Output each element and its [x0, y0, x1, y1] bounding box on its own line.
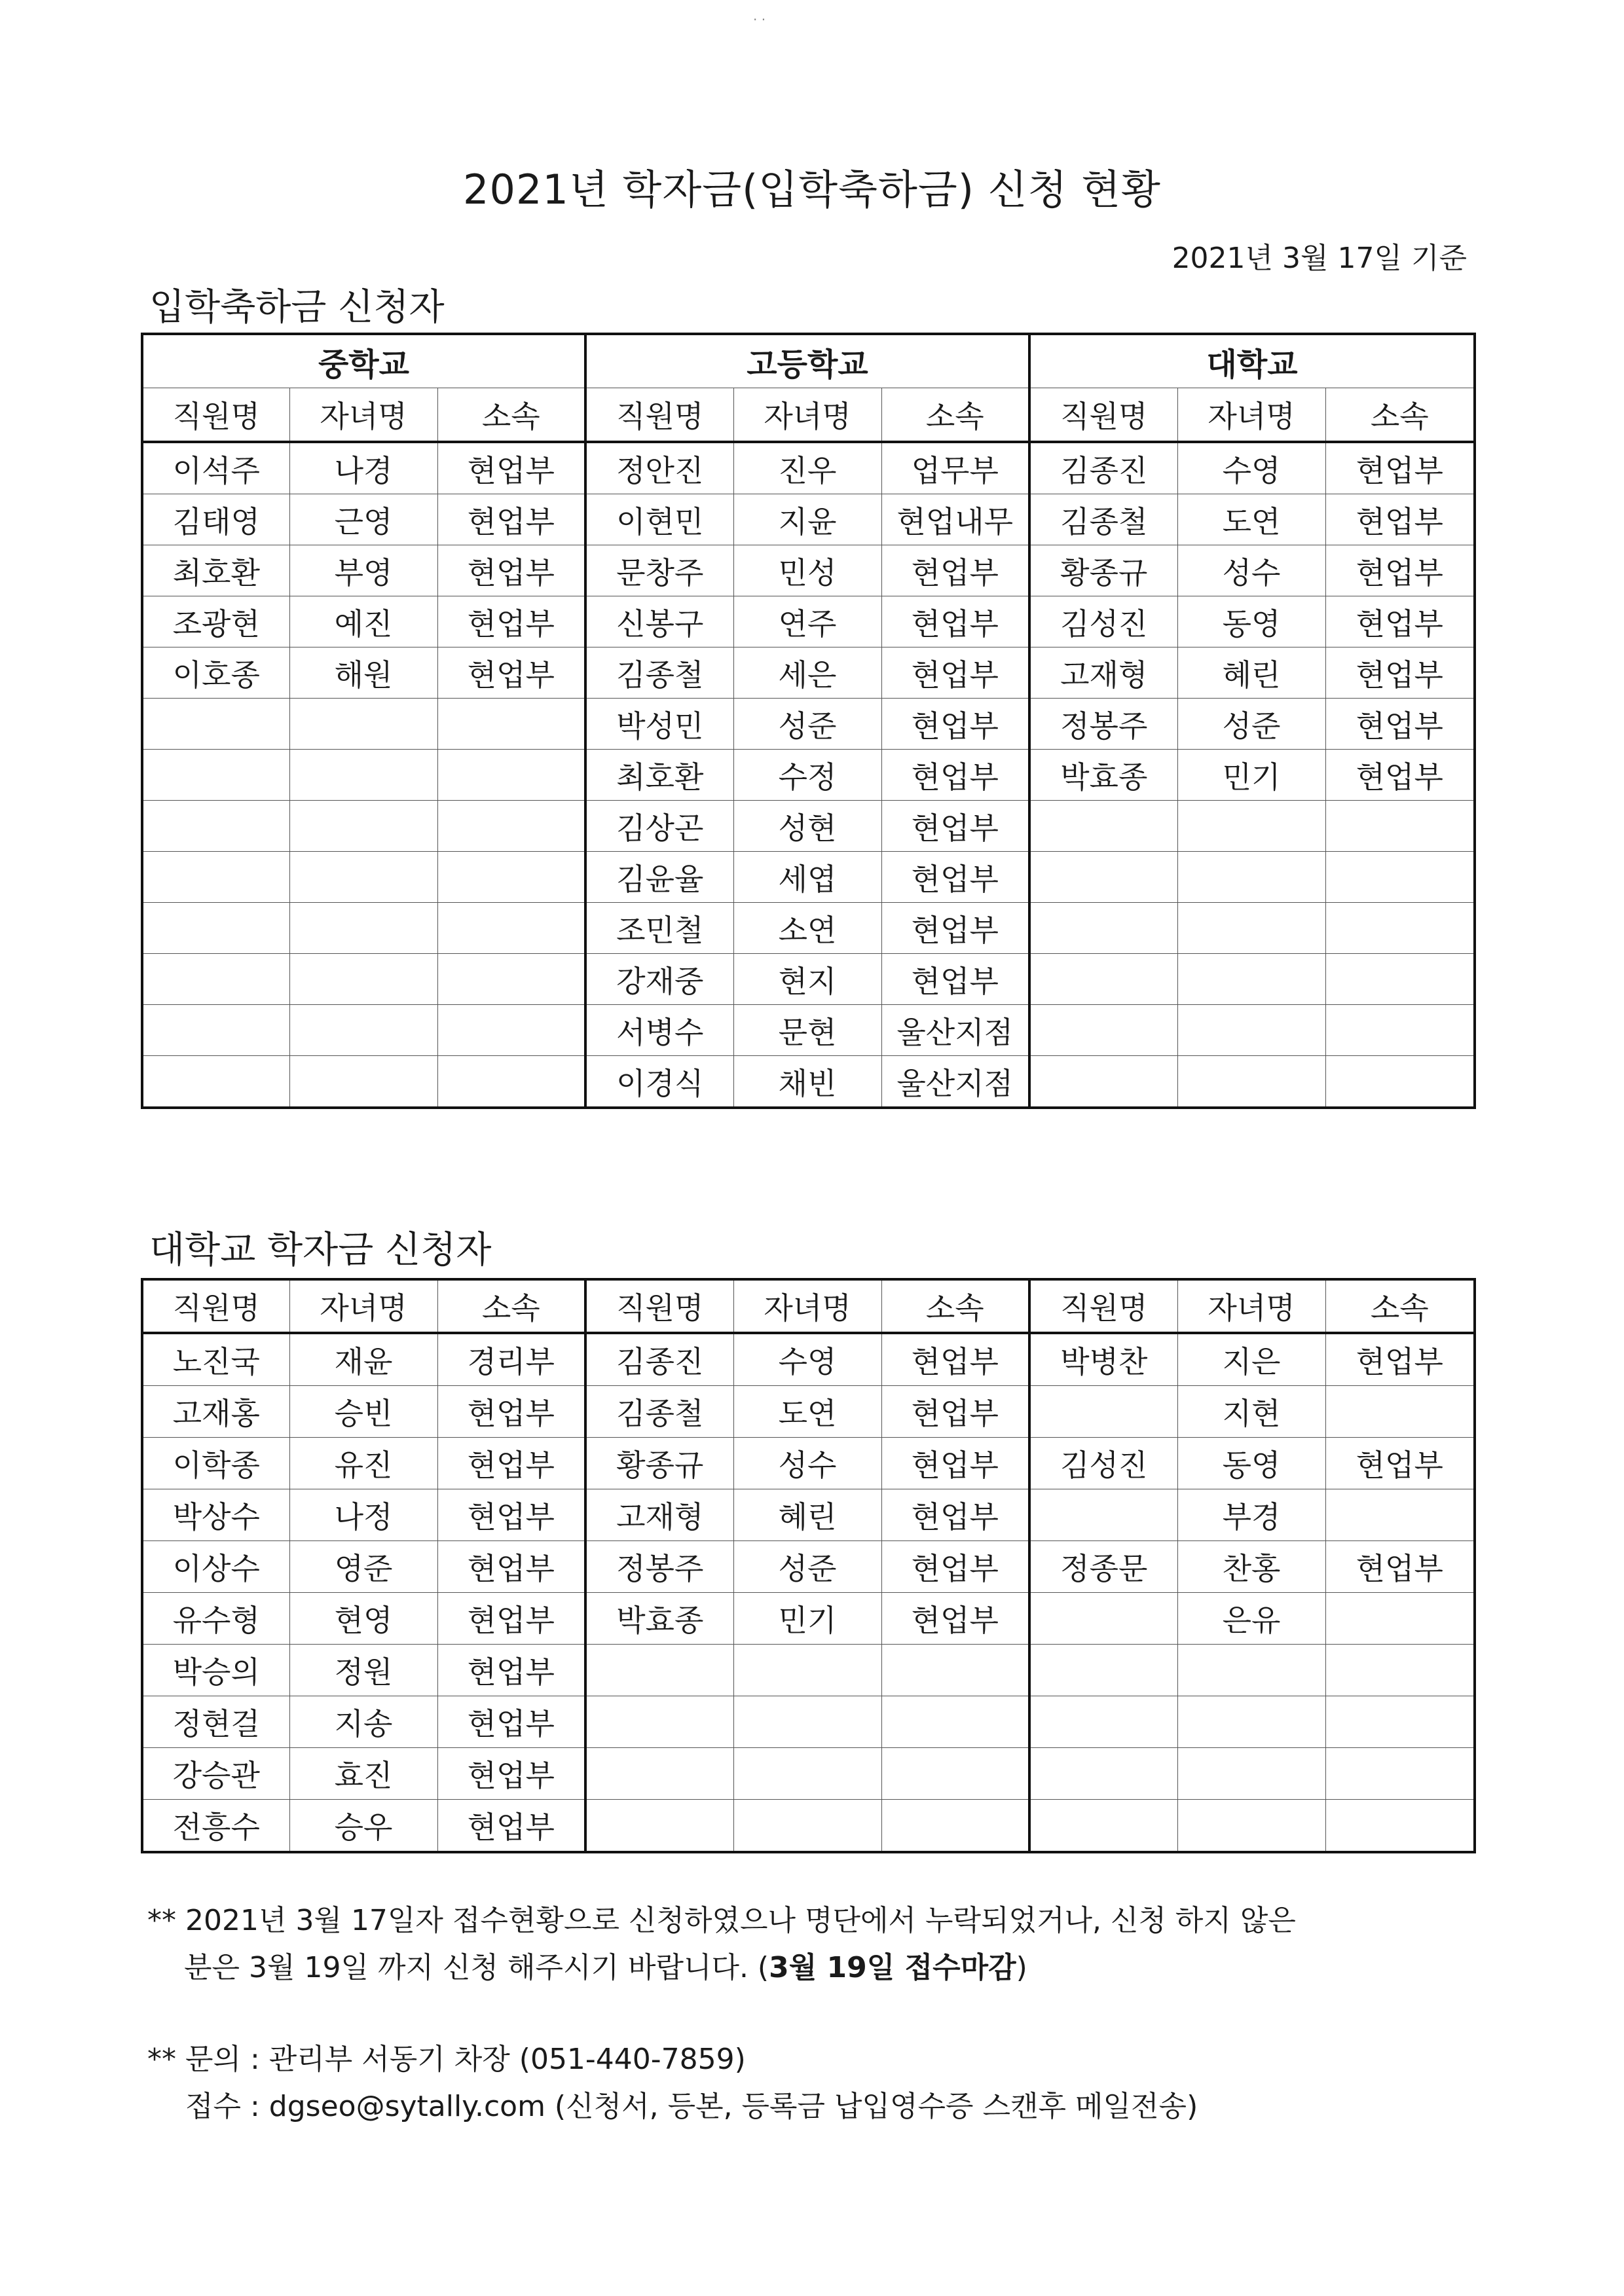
- employee-name-cell: [142, 852, 289, 903]
- department-cell: [1325, 1386, 1475, 1438]
- child-name-cell: 현영: [289, 1593, 437, 1645]
- table-row: [142, 1438, 1475, 1489]
- department-cell: 현업부: [437, 1541, 585, 1593]
- department-cell: 현업부: [437, 494, 585, 545]
- employee-name-cell: 이석주: [142, 442, 289, 494]
- child-name-header: 자녀명: [1177, 1279, 1325, 1333]
- department-cell: 현업부: [1325, 494, 1475, 545]
- department-cell: 현업부: [437, 596, 585, 647]
- child-name-cell: [289, 903, 437, 954]
- child-name-cell: 은유: [1177, 1593, 1325, 1645]
- table-row: [142, 596, 1475, 647]
- child-name-cell: 부영: [289, 545, 437, 596]
- employee-name-cell: 박승의: [142, 1645, 289, 1696]
- contact-note: [147, 2036, 1198, 2130]
- child-name-cell: 현지: [733, 954, 881, 1005]
- department-cell: [437, 1056, 585, 1108]
- child-name-cell: 예진: [289, 596, 437, 647]
- submit-line: 접수 : dgseo@sytally.com (신청서, 등본, 등록금 납입영수증 스캔후 메일전송): [185, 2090, 1198, 2123]
- employee-name-cell: [1029, 1696, 1177, 1748]
- department-cell: 현업부: [437, 442, 585, 494]
- deadline-note-line1: ** 2021년 3월 17일자 접수현황으로 신청하였으나 명단에서 누락되었거나, 신청 하지 않은: [147, 1904, 1296, 1937]
- employee-name-cell: [1029, 1386, 1177, 1438]
- employee-name-cell: [1029, 852, 1177, 903]
- child-name-cell: 효진: [289, 1748, 437, 1800]
- employee-name-cell: 유수형: [142, 1593, 289, 1645]
- employee-name-cell: 김상곤: [585, 801, 733, 852]
- department-cell: 현업부: [881, 1489, 1029, 1541]
- child-name-cell: 유진: [289, 1438, 437, 1489]
- table-row: [142, 1748, 1475, 1800]
- employee-name-cell: 황종규: [585, 1438, 733, 1489]
- employee-name-cell: 고재형: [585, 1489, 733, 1541]
- department-header: 소속: [437, 388, 585, 443]
- deadline-note: [147, 1897, 1296, 1992]
- child-name-cell: [289, 852, 437, 903]
- child-name-cell: 민기: [1177, 750, 1325, 801]
- child-name-cell: [289, 801, 437, 852]
- employee-name-cell: 최호환: [142, 545, 289, 596]
- department-cell: 현업부: [437, 1800, 585, 1853]
- employee-name-cell: 김종진: [1029, 442, 1177, 494]
- department-cell: 현업부: [881, 750, 1029, 801]
- table-row: [142, 801, 1475, 852]
- department-cell: 현업부: [881, 596, 1029, 647]
- department-header: 소속: [437, 1279, 585, 1333]
- department-cell: 현업부: [881, 1386, 1029, 1438]
- scan-speck: · ·: [753, 12, 766, 27]
- child-name-cell: [289, 1056, 437, 1108]
- child-name-cell: [733, 1800, 881, 1853]
- child-name-cell: 재윤: [289, 1333, 437, 1386]
- department-header: 소속: [1325, 388, 1475, 443]
- employee-name-cell: [1029, 801, 1177, 852]
- child-name-cell: 혜린: [733, 1489, 881, 1541]
- department-header: 소속: [881, 388, 1029, 443]
- table-row: [142, 1696, 1475, 1748]
- department-cell: [881, 1748, 1029, 1800]
- child-name-cell: 정원: [289, 1645, 437, 1696]
- department-cell: 현업부: [881, 1593, 1029, 1645]
- department-header: 소속: [1325, 1279, 1475, 1333]
- child-name-cell: [289, 954, 437, 1005]
- table-row: [142, 545, 1475, 596]
- department-cell: [1325, 954, 1475, 1005]
- employee-name-cell: [1029, 903, 1177, 954]
- table-row: [142, 1005, 1475, 1056]
- employee-name-cell: [142, 1005, 289, 1056]
- department-cell: 현업부: [437, 1748, 585, 1800]
- department-cell: 현업부: [1325, 1333, 1475, 1386]
- page-title: 2021년 학자금(입학축하금) 신청 현황: [463, 166, 1161, 213]
- employee-name-cell: 정현걸: [142, 1696, 289, 1748]
- child-name-cell: 성준: [733, 1541, 881, 1593]
- department-cell: 현업부: [881, 903, 1029, 954]
- employee-name-cell: 김성진: [1029, 1438, 1177, 1489]
- department-cell: 현업부: [881, 954, 1029, 1005]
- department-cell: 현업부: [881, 1333, 1029, 1386]
- employee-name-cell: 김종철: [1029, 494, 1177, 545]
- department-cell: 현업내무: [881, 494, 1029, 545]
- child-name-cell: 세은: [733, 647, 881, 699]
- employee-name-cell: 이현민: [585, 494, 733, 545]
- department-cell: 현업부: [437, 1645, 585, 1696]
- employee-name-cell: 조광현: [142, 596, 289, 647]
- department-cell: [437, 1005, 585, 1056]
- deadline-note-close: ): [1016, 1951, 1027, 1984]
- employee-name-cell: 고재홍: [142, 1386, 289, 1438]
- table-row: [142, 750, 1475, 801]
- employee-name-cell: 박병찬: [1029, 1333, 1177, 1386]
- child-name-cell: [289, 699, 437, 750]
- table-row: [142, 1386, 1475, 1438]
- table-row: [142, 1593, 1475, 1645]
- employee-name-cell: 정안진: [585, 442, 733, 494]
- employee-name-cell: 정봉주: [1029, 699, 1177, 750]
- table-row: [142, 647, 1475, 699]
- department-cell: 현업부: [881, 1438, 1029, 1489]
- child-name-cell: 진우: [733, 442, 881, 494]
- child-name-cell: 수영: [733, 1333, 881, 1386]
- employee-name-cell: [585, 1748, 733, 1800]
- child-name-cell: 도연: [1177, 494, 1325, 545]
- employee-name-cell: 박효종: [1029, 750, 1177, 801]
- department-cell: [1325, 1696, 1475, 1748]
- child-name-header: 자녀명: [1177, 388, 1325, 443]
- department-cell: 현업부: [437, 1386, 585, 1438]
- child-name-cell: [1177, 1645, 1325, 1696]
- deadline-note-line2: [147, 1944, 1296, 1992]
- child-name-cell: 수영: [1177, 442, 1325, 494]
- child-name-header: 자녀명: [733, 388, 881, 443]
- department-cell: [1325, 1056, 1475, 1108]
- child-name-cell: 찬홍: [1177, 1541, 1325, 1593]
- employee-name-cell: 박상수: [142, 1489, 289, 1541]
- department-cell: 현업부: [1325, 1438, 1475, 1489]
- child-name-cell: 성수: [1177, 545, 1325, 596]
- employee-name-cell: [142, 750, 289, 801]
- employee-name-cell: 김종철: [585, 647, 733, 699]
- employee-name-cell: 김태영: [142, 494, 289, 545]
- table-row: [142, 494, 1475, 545]
- employee-name-cell: 전흥수: [142, 1800, 289, 1853]
- department-cell: [437, 801, 585, 852]
- employee-name-cell: [1029, 1489, 1177, 1541]
- department-cell: 현업부: [881, 647, 1029, 699]
- department-cell: 현업부: [1325, 647, 1475, 699]
- department-cell: [437, 852, 585, 903]
- department-cell: 경리부: [437, 1333, 585, 1386]
- department-cell: [437, 750, 585, 801]
- department-cell: 현업부: [1325, 1541, 1475, 1593]
- employee-name-cell: [142, 1056, 289, 1108]
- employee-name-cell: 이경식: [585, 1056, 733, 1108]
- department-header: 소속: [881, 1279, 1029, 1333]
- department-cell: [1325, 1800, 1475, 1853]
- child-name-cell: 해원: [289, 647, 437, 699]
- child-name-cell: 근영: [289, 494, 437, 545]
- department-cell: [1325, 1489, 1475, 1541]
- employee-name-cell: [1029, 1005, 1177, 1056]
- child-name-cell: 나정: [289, 1489, 437, 1541]
- child-name-cell: 성현: [733, 801, 881, 852]
- department-cell: [881, 1800, 1029, 1853]
- child-name-cell: 문현: [733, 1005, 881, 1056]
- table-row: [142, 903, 1475, 954]
- university-tuition-table: [141, 1278, 1476, 1853]
- employee-name-cell: 문창주: [585, 545, 733, 596]
- employee-name-header: 직원명: [1029, 388, 1177, 443]
- employee-name-cell: 노진국: [142, 1333, 289, 1386]
- department-cell: 현업부: [437, 1489, 585, 1541]
- child-name-cell: [1177, 1748, 1325, 1800]
- employee-name-cell: 이상수: [142, 1541, 289, 1593]
- department-cell: [1325, 801, 1475, 852]
- child-name-cell: 성준: [1177, 699, 1325, 750]
- employee-name-header: 직원명: [142, 1279, 289, 1333]
- table-row: [142, 699, 1475, 750]
- employee-name-cell: 신봉구: [585, 596, 733, 647]
- child-name-cell: [733, 1696, 881, 1748]
- department-cell: 현업부: [881, 699, 1029, 750]
- department-cell: [881, 1696, 1029, 1748]
- table-row: [142, 1645, 1475, 1696]
- department-cell: 현업부: [1325, 442, 1475, 494]
- department-cell: 현업부: [437, 647, 585, 699]
- department-cell: 울산지점: [881, 1056, 1029, 1108]
- child-name-cell: [1177, 954, 1325, 1005]
- employee-name-cell: 최호환: [585, 750, 733, 801]
- department-cell: 현업부: [437, 1438, 585, 1489]
- table-row: [142, 1056, 1475, 1108]
- employee-name-cell: [1029, 1645, 1177, 1696]
- section-title-university-tuition: 대학교 학자금 신청자: [149, 1229, 492, 1271]
- child-name-cell: 영준: [289, 1541, 437, 1593]
- as-of-date: 2021년 3월 17일 기준: [1172, 242, 1467, 275]
- department-cell: 현업부: [881, 545, 1029, 596]
- child-name-cell: 성준: [733, 699, 881, 750]
- group-header-university: 대학교: [1029, 334, 1475, 388]
- deadline-note-bold: 3월 19일 접수마감: [769, 1951, 1016, 1984]
- department-cell: 현업부: [1325, 699, 1475, 750]
- employee-name-cell: 김윤율: [585, 852, 733, 903]
- child-name-cell: [1177, 1696, 1325, 1748]
- department-cell: [437, 699, 585, 750]
- child-name-cell: 민기: [733, 1593, 881, 1645]
- department-cell: [1325, 903, 1475, 954]
- employee-name-header: 직원명: [585, 1279, 733, 1333]
- contact-line: ** 문의 : 관리부 서동기 차장 (051-440-7859): [147, 2043, 746, 2076]
- child-name-cell: [733, 1748, 881, 1800]
- table-row: [142, 1333, 1475, 1386]
- department-cell: 울산지점: [881, 1005, 1029, 1056]
- department-cell: 현업부: [881, 852, 1029, 903]
- department-cell: [1325, 1593, 1475, 1645]
- employee-name-cell: 황종규: [1029, 545, 1177, 596]
- department-cell: [1325, 1645, 1475, 1696]
- employee-name-cell: 김종철: [585, 1386, 733, 1438]
- child-name-cell: 연주: [733, 596, 881, 647]
- child-name-cell: 부경: [1177, 1489, 1325, 1541]
- department-cell: 업무부: [881, 442, 1029, 494]
- group-header-high-school: 고등학교: [585, 334, 1029, 388]
- employee-name-cell: 조민철: [585, 903, 733, 954]
- employee-name-cell: 이호종: [142, 647, 289, 699]
- child-name-cell: 동영: [1177, 596, 1325, 647]
- entrance-gift-table: [141, 333, 1476, 1109]
- child-name-cell: [289, 750, 437, 801]
- employee-name-cell: [1029, 954, 1177, 1005]
- child-name-cell: 세엽: [733, 852, 881, 903]
- department-cell: 현업부: [437, 545, 585, 596]
- table-row: [142, 954, 1475, 1005]
- child-name-cell: [1177, 852, 1325, 903]
- employee-name-header: 직원명: [585, 388, 733, 443]
- table-row: [142, 1800, 1475, 1853]
- child-name-header: 자녀명: [733, 1279, 881, 1333]
- child-name-cell: 민성: [733, 545, 881, 596]
- department-cell: [1325, 1748, 1475, 1800]
- employee-name-cell: 김종진: [585, 1333, 733, 1386]
- child-name-cell: [1177, 1005, 1325, 1056]
- child-name-cell: [1177, 1800, 1325, 1853]
- employee-name-cell: [142, 699, 289, 750]
- child-name-cell: 지윤: [733, 494, 881, 545]
- child-name-cell: 동영: [1177, 1438, 1325, 1489]
- child-name-cell: 지은: [1177, 1333, 1325, 1386]
- department-cell: 현업부: [1325, 596, 1475, 647]
- child-name-cell: 지현: [1177, 1386, 1325, 1438]
- department-cell: [437, 903, 585, 954]
- employee-name-cell: 김성진: [1029, 596, 1177, 647]
- group-header-middle-school: 중학교: [142, 334, 585, 388]
- employee-name-cell: [1029, 1593, 1177, 1645]
- child-name-cell: [1177, 1056, 1325, 1108]
- department-cell: 현업부: [437, 1696, 585, 1748]
- department-cell: 현업부: [1325, 750, 1475, 801]
- table-row: [142, 442, 1475, 494]
- employee-name-cell: [142, 801, 289, 852]
- department-cell: [1325, 1005, 1475, 1056]
- employee-name-cell: [1029, 1800, 1177, 1853]
- employee-name-cell: [585, 1800, 733, 1853]
- employee-name-cell: 박효종: [585, 1593, 733, 1645]
- child-name-cell: 혜린: [1177, 647, 1325, 699]
- employee-name-cell: 정종문: [1029, 1541, 1177, 1593]
- section-title-entrance-gift: 입학축하금 신청자: [149, 286, 445, 329]
- employee-name-header: 직원명: [1029, 1279, 1177, 1333]
- deadline-note-text: 분은 3월 19일 까지 신청 해주시기 바랍니다. (: [184, 1951, 769, 1984]
- child-name-cell: 채빈: [733, 1056, 881, 1108]
- child-name-header: 자녀명: [289, 1279, 437, 1333]
- child-name-header: 자녀명: [289, 388, 437, 443]
- employee-name-cell: [585, 1645, 733, 1696]
- table-row: [142, 1489, 1475, 1541]
- employee-name-cell: 강승관: [142, 1748, 289, 1800]
- employee-name-cell: 정봉주: [585, 1541, 733, 1593]
- child-name-cell: [733, 1645, 881, 1696]
- employee-name-cell: 박성민: [585, 699, 733, 750]
- employee-name-cell: [1029, 1748, 1177, 1800]
- child-name-cell: 지송: [289, 1696, 437, 1748]
- child-name-cell: 나경: [289, 442, 437, 494]
- department-cell: 현업부: [881, 801, 1029, 852]
- employee-name-header: 직원명: [142, 388, 289, 443]
- table-row: [142, 852, 1475, 903]
- department-cell: 현업부: [881, 1541, 1029, 1593]
- child-name-cell: [289, 1005, 437, 1056]
- employee-name-cell: 서병수: [585, 1005, 733, 1056]
- employee-name-cell: [585, 1696, 733, 1748]
- child-name-cell: 성수: [733, 1438, 881, 1489]
- department-cell: 현업부: [1325, 545, 1475, 596]
- employee-name-cell: 강재중: [585, 954, 733, 1005]
- employee-name-cell: [142, 954, 289, 1005]
- child-name-cell: 도연: [733, 1386, 881, 1438]
- department-cell: [437, 954, 585, 1005]
- child-name-cell: 수정: [733, 750, 881, 801]
- department-cell: 현업부: [437, 1593, 585, 1645]
- employee-name-cell: 이학종: [142, 1438, 289, 1489]
- employee-name-cell: 고재형: [1029, 647, 1177, 699]
- child-name-cell: 승빈: [289, 1386, 437, 1438]
- child-name-cell: [1177, 903, 1325, 954]
- employee-name-cell: [142, 903, 289, 954]
- table-row: [142, 1541, 1475, 1593]
- department-cell: [881, 1645, 1029, 1696]
- child-name-cell: 승우: [289, 1800, 437, 1853]
- child-name-cell: 소연: [733, 903, 881, 954]
- employee-name-cell: [1029, 1056, 1177, 1108]
- department-cell: [1325, 852, 1475, 903]
- child-name-cell: [1177, 801, 1325, 852]
